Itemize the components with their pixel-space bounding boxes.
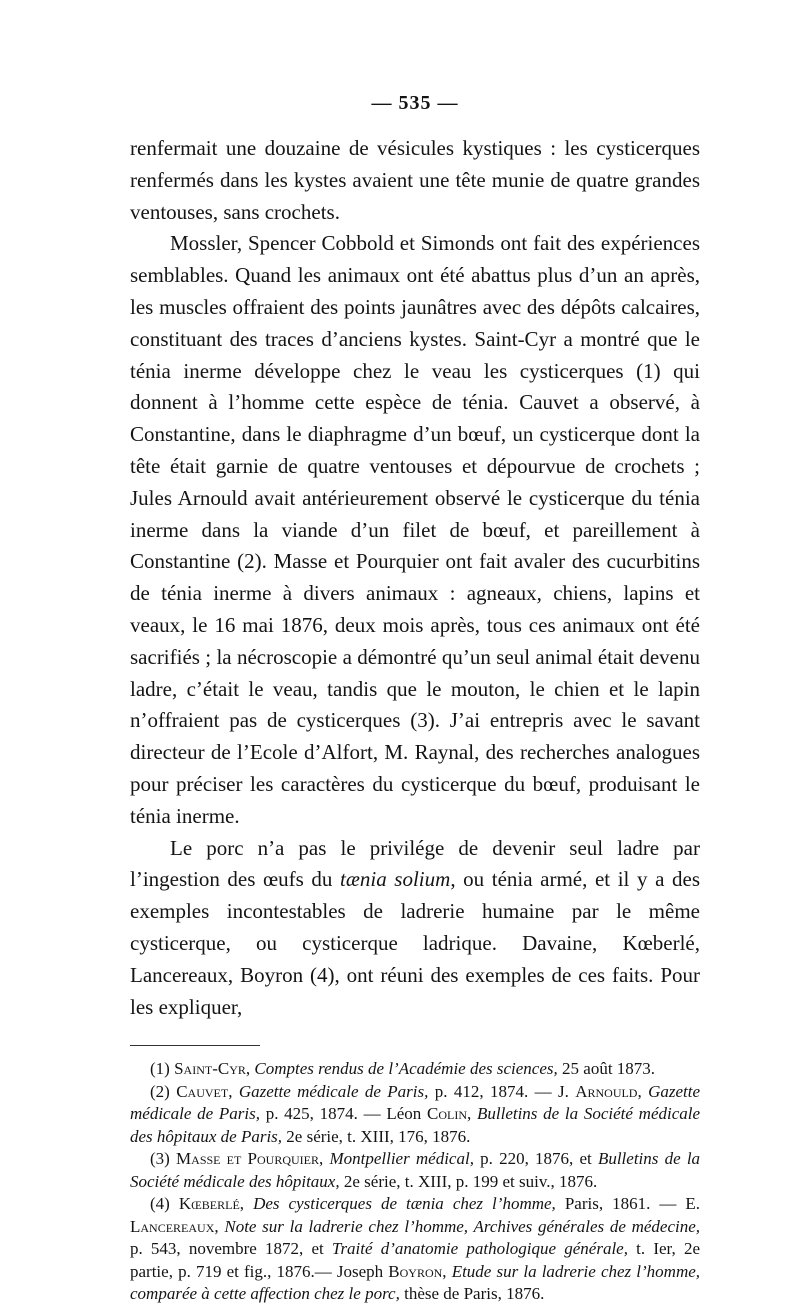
main-text xyxy=(130,133,700,1023)
paragraph-3-part-c: , ou ténia armé, et il y a des exemples incontestables de ladrerie humaine par le même cysticerque, ou cysticerque ladrique. Davaine, Kœberlé, Lancereaux, Boyron (4), ont réuni des exemples de ces faits. Pour les expliquer, xyxy=(130,867,700,1019)
paragraph-3-species: tænia solium xyxy=(340,867,451,892)
paragraph-1: renfermait une douzaine de vésicules kystiques : les cysticerques renfermés dans les kystes avaient une tête munie de quatre grandes ventouses, sans crochets. xyxy=(130,136,700,224)
paragraph-3-part-a: Le porc n’a pas le privilége de devenir seul ladre par l’ingestion des œufs du xyxy=(130,835,700,892)
paragraph-3 xyxy=(130,833,700,1024)
footnote-2: (2) Cauvet, Gazette médicale de Paris, p. 412, 1874. — J. Arnould, Gazette médicale de Paris, p. 425, 1874. — Léon Colin, Bulletins de la Société médicale des hôpitaux de Paris, 2e série, t. XIII, 176, 1876. xyxy=(130,1081,701,1146)
footnote-3: (3) Masse et Pourquier, Montpellier médical, p. 220, 1876, et Bulletins de la Société médicale des hôpitaux, 2e série, t. XIII, p. 199 et suiv., 1876. xyxy=(130,1149,701,1191)
footnote-1: (1) Saint-Cyr, Comptes rendus de l’Académie des sciences, 25 août 1873. xyxy=(150,1059,656,1079)
page-number: — 535 — xyxy=(371,92,459,114)
paragraph-2: Mossler, Spencer Cobbold et Simonds ont fait des expériences semblables. Quand les animaux ont été abattus plus d’un an après, les muscles offraient des points jaunâtres avec des dépôts calcaires, constituant des traces d’anciens kystes. Saint-Cyr a montré que le ténia inerme développe chez le veau les cysticerques (1) qui donnent à l’homme cette espèce de ténia. Cauvet a observé, à Constantine, dans le diaphragme d’un bœuf, un cysticerque dont la tête était garnie de quatre ventouses et dépourvue de crochets ; Jules Arnould avait antérieurement observé le cysticerque du ténia inerme dans la viande d’un filet de bœuf, et pareillement à Constantine (2). Masse et Pourquier ont fait avaler des cucurbitins de ténia inerme à divers animaux : agneaux, chiens, lapins et veaux, le 16 mai 1876, deux mois après, tous ces animaux ont été sacrifiés ; la nécroscopie a démontré qu’un seul animal était devenu ladre, c’était le veau, tandis que le mouton, le chien et le lapin n’offraient pas de cysticerques (3). J’ai entrepris avec le savant directeur de l’Ecole d’Alfort, M. Raynal, des recherches analogues pour préciser les caractères du cysticerque du bœuf, produisant le ténia inerme. xyxy=(130,231,700,828)
footnote-4: (4) Kœberlé, Des cysticerques de tænia chez l’homme, Paris, 1861. — E. Lancereaux, Note sur la ladrerie chez l’homme, Archives générales de médecine, p. 543, novembre 1872, et Traité d’anatomie pathologique générale, t. Ier, 2e partie, p. 719 et fig., 1876.— Joseph Boyron, Etude sur la ladrerie chez l’homme, comparée à cette affection chez le porc, thèse de Paris, 1876. xyxy=(130,1194,701,1304)
footnotes xyxy=(130,1058,700,1306)
footnote-rule xyxy=(130,1045,260,1046)
